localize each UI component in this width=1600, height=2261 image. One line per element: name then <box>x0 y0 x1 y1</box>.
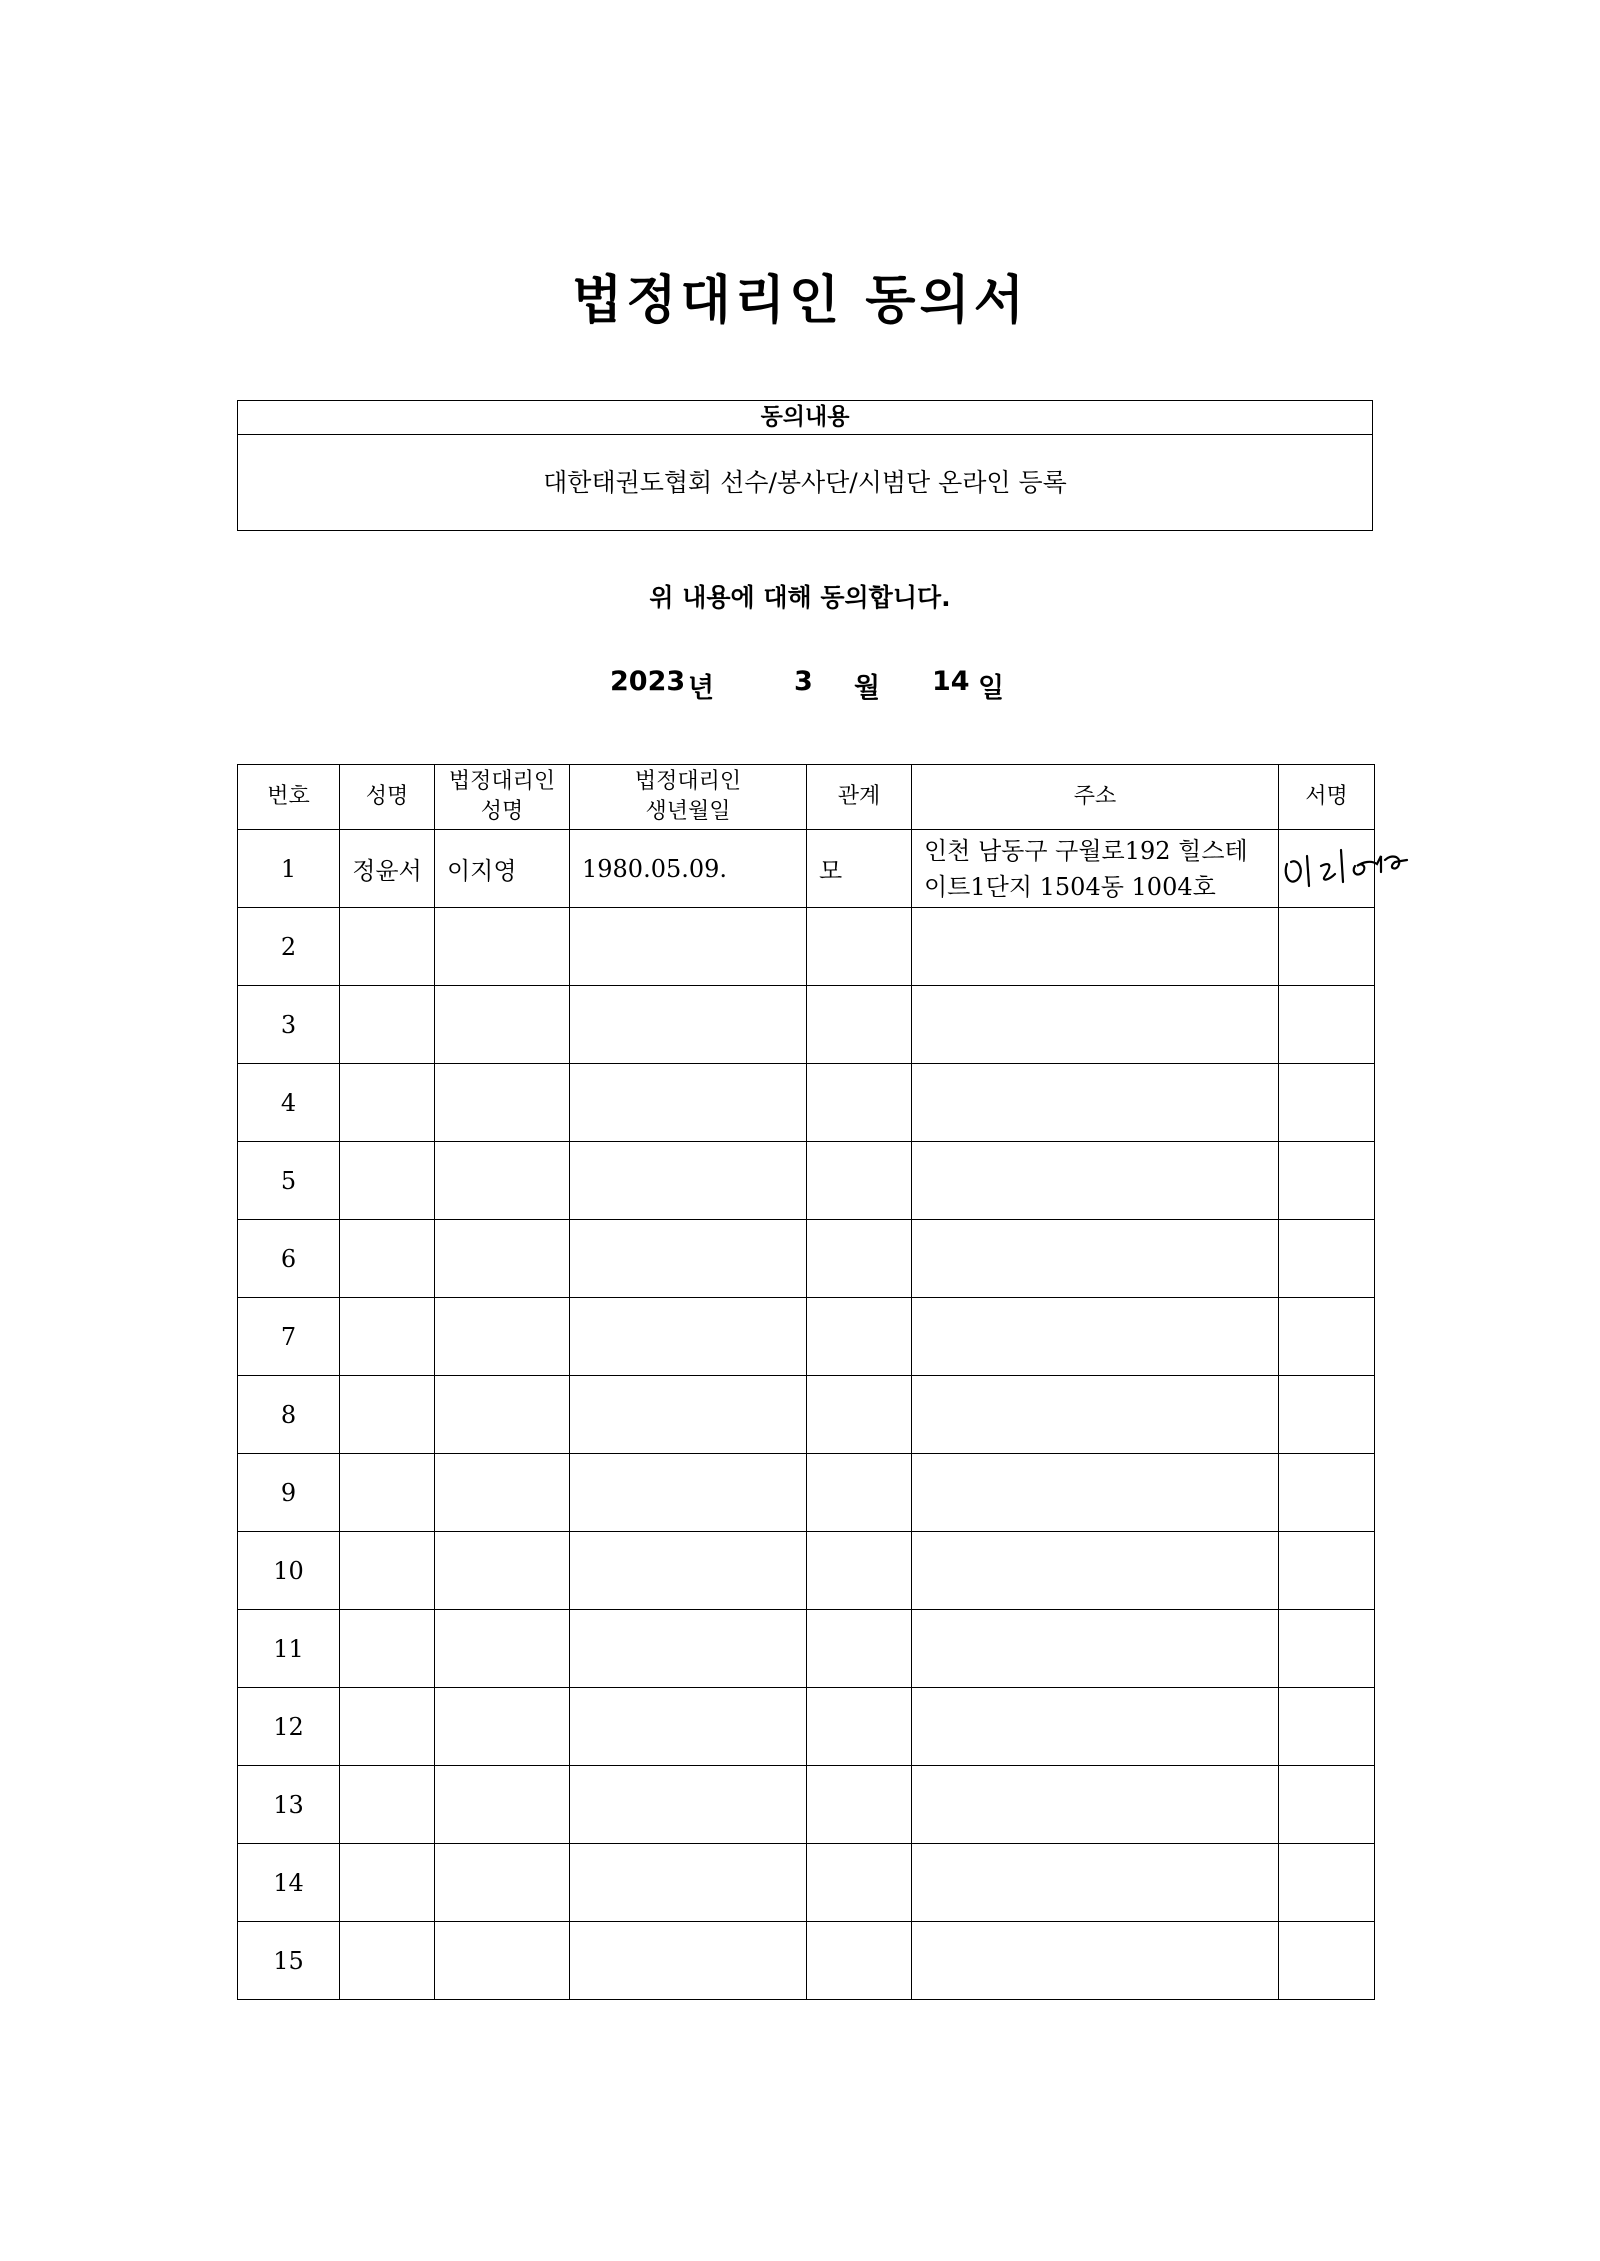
row-number: 15 <box>238 1922 340 2000</box>
table-row <box>238 1142 1375 1220</box>
row-signature <box>1279 1610 1375 1688</box>
row-signature <box>1279 1532 1375 1610</box>
row-address <box>912 908 1279 986</box>
guardian-table <box>237 764 1375 2000</box>
row-number: 14 <box>238 1844 340 1922</box>
row-name <box>340 1142 435 1220</box>
table-row <box>238 1454 1375 1532</box>
row-number: 7 <box>238 1298 340 1376</box>
row-guardian-name <box>435 1298 570 1376</box>
row-guardian-name <box>435 1532 570 1610</box>
row-guardian-name <box>435 1220 570 1298</box>
row-guardian-birth <box>570 1688 807 1766</box>
row-relation <box>807 1688 912 1766</box>
row-number: 13 <box>238 1766 340 1844</box>
row-address <box>912 1142 1279 1220</box>
row-name <box>340 1220 435 1298</box>
row-guardian-birth <box>570 1454 807 1532</box>
row-address <box>912 1844 1279 1922</box>
row-guardian-birth: 1980.05.09. <box>570 830 807 908</box>
row-guardian-birth <box>570 1532 807 1610</box>
row-signature <box>1279 1922 1375 2000</box>
row-guardian-birth <box>570 986 807 1064</box>
row-relation <box>807 986 912 1064</box>
row-guardian-name <box>435 986 570 1064</box>
row-guardian-birth <box>570 1766 807 1844</box>
header-relation: 관계 <box>807 765 912 830</box>
row-guardian-birth <box>570 1220 807 1298</box>
row-signature <box>1279 1766 1375 1844</box>
row-address <box>912 1610 1279 1688</box>
row-name <box>340 986 435 1064</box>
row-address <box>912 1688 1279 1766</box>
row-name <box>340 908 435 986</box>
header-guardian-name-line2: 성명 <box>480 799 524 824</box>
date-month-unit: 월 <box>854 673 881 704</box>
row-relation <box>807 1220 912 1298</box>
row-name <box>340 1376 435 1454</box>
row-address <box>912 1376 1279 1454</box>
row-relation <box>807 908 912 986</box>
document-title: 법정대리인 동의서 <box>572 271 1028 331</box>
row-address <box>912 1064 1279 1142</box>
table-row <box>238 1064 1375 1142</box>
row-guardian-name: 이지영 <box>435 830 570 908</box>
row-relation <box>807 1532 912 1610</box>
row-relation: 모 <box>807 830 912 908</box>
row-address <box>912 1298 1279 1376</box>
row-signature <box>1279 830 1375 908</box>
row-name <box>340 1064 435 1142</box>
row-guardian-birth <box>570 1844 807 1922</box>
consent-box <box>237 400 1373 531</box>
row-signature <box>1279 1688 1375 1766</box>
row-number: 5 <box>238 1142 340 1220</box>
consent-heading: 동의내용 <box>238 401 1372 435</box>
table-row <box>238 1610 1375 1688</box>
table-row <box>238 1220 1375 1298</box>
table-row <box>238 1766 1375 1844</box>
row-signature <box>1279 1220 1375 1298</box>
table-row <box>238 1922 1375 2000</box>
row-guardian-name <box>435 1376 570 1454</box>
table-row <box>238 1844 1375 1922</box>
date-year: 2023 <box>610 666 686 697</box>
row-address <box>912 1532 1279 1610</box>
row-signature <box>1279 1454 1375 1532</box>
table-header-row <box>238 765 1375 830</box>
row-signature <box>1279 986 1375 1064</box>
row-guardian-birth <box>570 1064 807 1142</box>
row-relation <box>807 1142 912 1220</box>
row-guardian-name <box>435 1688 570 1766</box>
row-number: 8 <box>238 1376 340 1454</box>
row-signature <box>1279 908 1375 986</box>
row-number: 12 <box>238 1688 340 1766</box>
row-number: 3 <box>238 986 340 1064</box>
row-name <box>340 1844 435 1922</box>
row-guardian-birth <box>570 1610 807 1688</box>
date-year-unit: 년 <box>688 673 715 704</box>
row-signature <box>1279 1844 1375 1922</box>
row-guardian-name <box>435 1142 570 1220</box>
row-number: 10 <box>238 1532 340 1610</box>
row-name <box>340 1298 435 1376</box>
row-guardian-name <box>435 908 570 986</box>
table-row <box>238 1532 1375 1610</box>
row-address <box>912 830 1279 908</box>
row-guardian-name <box>435 1766 570 1844</box>
row-number: 2 <box>238 908 340 986</box>
date-day-unit: 일 <box>978 673 1005 704</box>
row-number: 6 <box>238 1220 340 1298</box>
row-relation <box>807 1610 912 1688</box>
row-name <box>340 1688 435 1766</box>
row-guardian-birth <box>570 908 807 986</box>
row-guardian-name <box>435 1454 570 1532</box>
row-guardian-name <box>435 1064 570 1142</box>
row-relation <box>807 1922 912 2000</box>
row-relation <box>807 1376 912 1454</box>
row-address <box>912 1922 1279 2000</box>
row-address <box>912 1454 1279 1532</box>
table-row <box>238 1688 1375 1766</box>
header-guardian-birth <box>570 765 807 830</box>
row-name: 정윤서 <box>340 830 435 908</box>
table-row <box>238 908 1375 986</box>
row-guardian-name <box>435 1844 570 1922</box>
table-row <box>238 1298 1375 1376</box>
row-guardian-birth <box>570 1142 807 1220</box>
header-guardian-name <box>435 765 570 830</box>
row-address <box>912 1766 1279 1844</box>
header-number: 번호 <box>238 765 340 830</box>
row-name <box>340 1532 435 1610</box>
row-address <box>912 986 1279 1064</box>
row-relation <box>807 1766 912 1844</box>
row-guardian-birth <box>570 1922 807 2000</box>
table-row <box>238 986 1375 1064</box>
agreement-text: 위 내용에 대해 동의합니다. <box>649 583 951 612</box>
row-number: 11 <box>238 1610 340 1688</box>
row-relation <box>807 1454 912 1532</box>
table-row <box>238 830 1375 908</box>
table-row <box>238 1376 1375 1454</box>
row-relation <box>807 1844 912 1922</box>
row-number: 9 <box>238 1454 340 1532</box>
row-signature <box>1279 1376 1375 1454</box>
row-address-line1: 인천 남동구 구월로192 힐스테 <box>924 836 1248 865</box>
row-guardian-name <box>435 1610 570 1688</box>
row-name <box>340 1922 435 2000</box>
row-name <box>340 1454 435 1532</box>
row-signature <box>1279 1298 1375 1376</box>
header-guardian-birth-line1: 법정대리인 <box>634 769 742 794</box>
row-guardian-name <box>435 1922 570 2000</box>
header-name: 성명 <box>340 765 435 830</box>
row-guardian-birth <box>570 1376 807 1454</box>
row-address <box>912 1220 1279 1298</box>
row-signature <box>1279 1064 1375 1142</box>
row-number: 4 <box>238 1064 340 1142</box>
header-guardian-name-line1: 법정대리인 <box>448 769 556 794</box>
header-address: 주소 <box>912 765 1279 830</box>
date-day: 14 <box>932 666 970 697</box>
date-month: 3 <box>794 666 813 697</box>
consent-content: 대한태권도협회 선수/봉사단/시범단 온라인 등록 <box>543 468 1067 497</box>
row-number: 1 <box>238 830 340 908</box>
header-signature: 서명 <box>1279 765 1375 830</box>
row-name <box>340 1610 435 1688</box>
row-relation <box>807 1298 912 1376</box>
handwritten-signature <box>1277 836 1417 896</box>
header-guardian-birth-line2: 생년월일 <box>645 799 731 824</box>
row-name <box>340 1766 435 1844</box>
row-guardian-birth <box>570 1298 807 1376</box>
row-signature <box>1279 1142 1375 1220</box>
row-relation <box>807 1064 912 1142</box>
row-address-line2: 이트1단지 1504동 1004호 <box>924 872 1216 901</box>
